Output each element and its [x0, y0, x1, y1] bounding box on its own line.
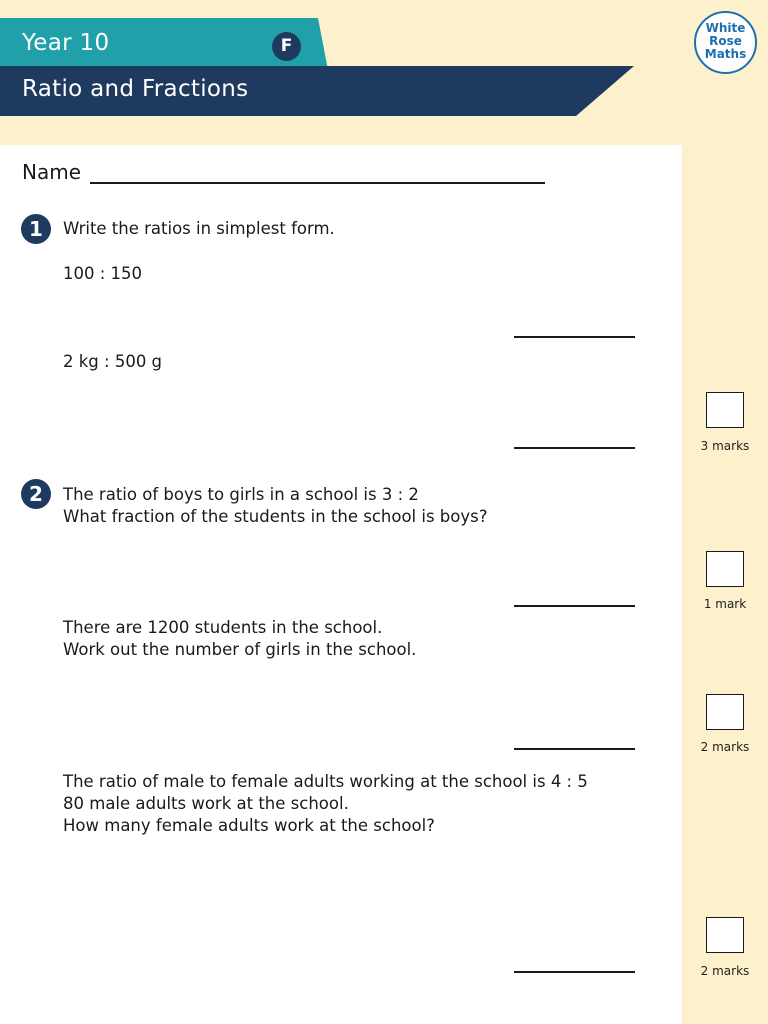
question-1b-text: 2 kg : 500 g — [63, 352, 163, 371]
question-1b-answer-line[interactable] — [514, 447, 635, 449]
question-2a-marks: 1 mark — [703, 597, 747, 611]
question-2c-line-2: 80 male adults work at the school. — [63, 794, 349, 813]
page-title: Ratio and Fractions — [22, 76, 249, 102]
question-2b-mark-box[interactable] — [706, 694, 744, 730]
question-2c-line-1: The ratio of male to female adults working at the school is 4 : 5 — [63, 772, 588, 791]
question-2b-line-1: There are 1200 students in the school. — [63, 618, 383, 637]
question-2b-line-2: Work out the number of girls in the school. — [63, 640, 417, 659]
question-1-marks: 3 marks — [700, 439, 750, 453]
question-2a-line-2: What fraction of the students in the school is boys? — [63, 507, 488, 526]
question-1-mark-box[interactable] — [706, 392, 744, 428]
question-2c-line-3: How many female adults work at the school? — [63, 816, 435, 835]
tier-badge: F — [272, 32, 301, 61]
name-answer-line[interactable] — [90, 182, 545, 184]
question-1-number: 1 — [21, 214, 51, 244]
question-2b-marks: 2 marks — [700, 740, 750, 754]
question-2b-answer-line[interactable] — [514, 748, 635, 750]
question-1a-text: 100 : 150 — [63, 264, 143, 283]
logo-word-rose: Rose — [709, 34, 742, 48]
question-2c-marks: 2 marks — [700, 964, 750, 978]
year-label: Year 10 — [22, 30, 110, 56]
question-2-number: 2 — [21, 479, 51, 509]
question-2a-answer-line[interactable] — [514, 605, 635, 607]
question-2a-mark-box[interactable] — [706, 551, 744, 587]
white-rose-maths-logo — [694, 11, 757, 74]
logo-word-maths: Maths — [704, 47, 747, 61]
question-1a-answer-line[interactable] — [514, 336, 635, 338]
question-2a-line-1: The ratio of boys to girls in a school is 3 : 2 — [63, 485, 419, 504]
question-2c-answer-line[interactable] — [514, 971, 635, 973]
question-1-prompt: Write the ratios in simplest form. — [63, 219, 335, 238]
logo-word-white: White — [705, 21, 746, 35]
question-2c-mark-box[interactable] — [706, 917, 744, 953]
name-label: Name — [22, 160, 82, 184]
